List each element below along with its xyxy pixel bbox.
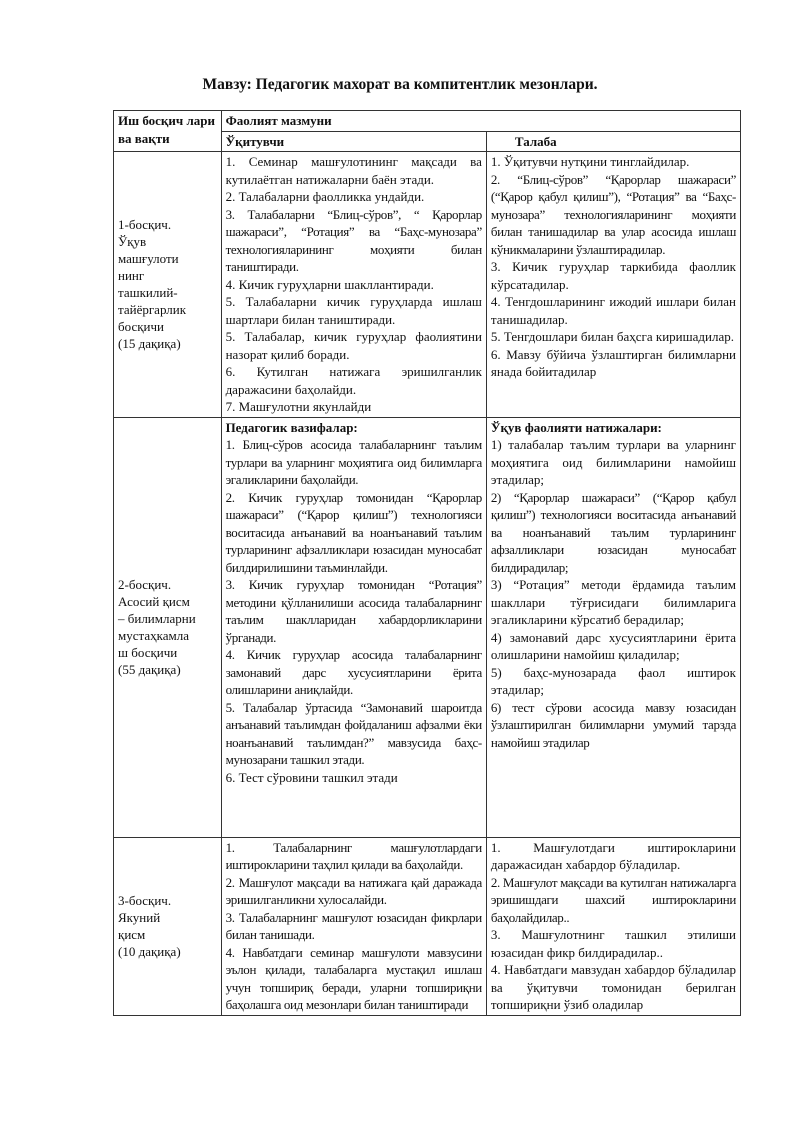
- student-cell: [486, 152, 740, 418]
- header-content: Фаолият мазмуни: [221, 111, 740, 132]
- stage-line: (55 дақиқа): [118, 662, 181, 677]
- teacher-item: 4. Кичик гуруҳларни шакллантиради.: [225, 276, 434, 292]
- stage-line: 2-босқич.: [118, 577, 172, 592]
- teacher-item: 4. Кичик гуруҳлар асосида талабаларнинг замонавий дарс хусусиятларини ёрита олишларини аниқлайди.: [225, 647, 482, 697]
- student-item: 6. Мавзу бўйича ўзлаштирган билимларни янада бойитадилар: [490, 346, 736, 379]
- student-item: 2. Машғулот мақсади ва кутилган натижаларга эришишдаги шахсий иштирокларини баҳолайдилар..: [490, 874, 736, 925]
- table-row: [114, 837, 741, 1015]
- teacher-item: 1. Блиц-сўров асосида талабаларнинг таълим турлари ва уларнинг моҳиятига оид билимларга эгаликларини баҳолайди.: [225, 437, 482, 487]
- student-item: 5. Тенгдошлари билан баҳсга киришадилар.: [490, 329, 734, 344]
- student-item: 4) замонавий дарс хусусиятларини ёрита олишларини намойиш қиладилар;: [490, 629, 736, 662]
- teacher-item: 3. Талабаларни “Блиц-сўров”, “ Қарорлар шажараси”, “Ротация” ва “Баҳс-мунозара” технологияларининг моҳияти билан таништиради.: [225, 206, 482, 274]
- student-item: 6) тест сўрови асосида мавзу юзасидан ўзлаштирилган билимларни умумий тарзда намойиш этадилар: [490, 699, 736, 750]
- stage-line: 3-босқич.: [118, 893, 172, 908]
- teacher-item: 2. Кичик гуруҳлар томонидан “Қарорлар шажараси” (“Қарор қилиш”) технологияси воситасида анъанавий ва ноанъанавий таълим турларининг афзалликлари юзасидан муносабат билдирилишини таъминлайди.: [225, 489, 482, 575]
- teacher-item: 7. Машғулотни якунлайди: [225, 399, 372, 414]
- stage-line: Асосий қисм: [118, 594, 190, 609]
- stage-line: (15 дақиқа): [118, 336, 181, 352]
- teacher-item: 1. Талабаларнинг машғулотлардаги иштирокларини таҳлил қилади ва баҳолайди.: [225, 839, 482, 872]
- student-item: 3. Кичик гуруҳлар таркибида фаоллик кўрсатадилар.: [490, 259, 736, 292]
- teacher-item: 1. Семинар машғулотининг мақсади ва кутилаётган натижаларни баён этади.: [225, 154, 482, 187]
- stage-cell: [114, 152, 222, 418]
- table-row: [114, 152, 741, 418]
- stage-line: тайёргарлик: [118, 302, 187, 318]
- teacher-item: 3. Кичик гуруҳлар томонидан “Ротация” методини қўлланилиши асосида талабаларнинг таълим шаклларидан хабардорликларини ўрганади.: [225, 577, 482, 645]
- teacher-cell: [221, 837, 486, 1015]
- stage-line: (10 дақиқа): [118, 944, 181, 959]
- student-item: 4. Тенгдошларининг ижодий ишлари билан танишадилар.: [490, 294, 736, 327]
- teacher-item: 3. Талабаларнинг машғулот юзасидан фикрлари билан танишади.: [225, 909, 482, 942]
- table-row: [114, 417, 741, 837]
- student-cell: [486, 837, 740, 1015]
- teacher-heading: Педагогик вазифалар:: [225, 419, 358, 435]
- stage-line: ш босқичи: [118, 645, 178, 660]
- stage-line: ташкилий-: [118, 285, 178, 301]
- teacher-item: 6. Кутилган натижага эришилганлик даражасини баҳолайди.: [225, 364, 482, 397]
- stage-line: 1-босқич.: [118, 217, 172, 233]
- stage-line: – билимларни: [118, 611, 196, 626]
- teacher-item: 2. Машғулот мақсади ва натижага қай даражада эришилганликни хулосалайди.: [225, 874, 482, 907]
- teacher-item: 4. Навбатдаги семинар машғулоти мавзусини эълон қилади, талабаларга мустақил ишлаш учун топшириқ беради, уларни топшириқни баҳолашга оид мезонлари билан таништиради: [225, 944, 482, 1012]
- student-cell: [486, 417, 740, 837]
- stage-line: босқичи: [118, 319, 164, 335]
- student-item: 2. “Блиц-сўров” “Қарорлар шажараси” (“Қарор қабул қилиш”), “Ротация” ва “Баҳс-мунозара” технологияларининг моҳияти билан танишадилар ва улар асосида ишлаш кўникмаларини ўзлаштирадилар.: [490, 171, 736, 257]
- student-heading: Ўқув фаолияти натижалари:: [490, 419, 662, 435]
- student-item: 1. Машғулотдаги иштирокларини даражасидан хабардор бўладилар.: [490, 839, 736, 872]
- student-item: 1) талабалар таълим турлари ва уларнинг моҳиятига оид билимларини намойиш этадилар;: [490, 437, 736, 487]
- student-item: 2) “Қарорлар шажараси” (“Қарор қабул қилиш”) технологияси воситасида анъанавий ва ноанъанавий таълим турларининг афзалликлари юзасидан муносабат билдирадилар;: [490, 489, 736, 575]
- stage-line: машғулоти: [118, 251, 179, 267]
- document-title: Мавзу: Педагогик махорат ва компитентлик мезонлари.: [202, 76, 598, 93]
- stage-line: қисм: [118, 927, 146, 942]
- teacher-item: 5. Талабалар, кичик гуруҳлар фаолиятини назорат қилиб боради.: [225, 329, 482, 362]
- lesson-plan-table: [113, 110, 741, 1016]
- stage-line: Якуний: [118, 910, 161, 925]
- stage-cell: [114, 837, 222, 1015]
- header-teacher: Ўқитувчи: [221, 131, 486, 152]
- student-item: 5) баҳс-мунозарада фаол иштирок этадилар;: [490, 664, 736, 697]
- stage-line: мустаҳкамла: [118, 628, 189, 643]
- teacher-item: 5. Талабаларни кичик гуруҳларда ишлаш шартлари билан таништиради.: [225, 294, 482, 327]
- stage-line: нинг: [118, 268, 145, 284]
- teacher-item: 2. Талабаларни фаолликка ундайди.: [225, 189, 425, 204]
- teacher-cell: [221, 152, 486, 418]
- header-stage: Иш босқич лари ва вақти: [114, 111, 222, 152]
- stage-cell: [114, 417, 222, 837]
- header-student: Талаба: [486, 131, 740, 152]
- teacher-item: 5. Талабалар ўртасида “Замонавий шароитда анъанавий таълимдан фойдаланиш афзалми ёки ноанъанавий таълимдан?” мавзусида баҳс-мунозарани ташкил этади.: [225, 699, 482, 767]
- teacher-item: 6. Тест сўровини ташкил этади: [225, 769, 398, 785]
- student-item: 4. Навбатдаги мавзудан хабардор бўладилар ва ўқитувчи томонидан берилган топшириқни ўзиб оладилар: [490, 962, 736, 1012]
- teacher-cell: [221, 417, 486, 837]
- student-item: 3. Машғулотнинг ташкил этилиши юзасидан фикр билдирадилар..: [490, 927, 736, 960]
- student-item: 3) “Ротация” методи ёрдамида таълим шакллари тўғрисидаги билимларига эгаликларини кўрсатиб берадилар;: [490, 577, 736, 627]
- student-item: 1. Ўқитувчи нутқини тинглайдилар.: [490, 154, 690, 169]
- stage-line: Ўқув: [118, 234, 147, 250]
